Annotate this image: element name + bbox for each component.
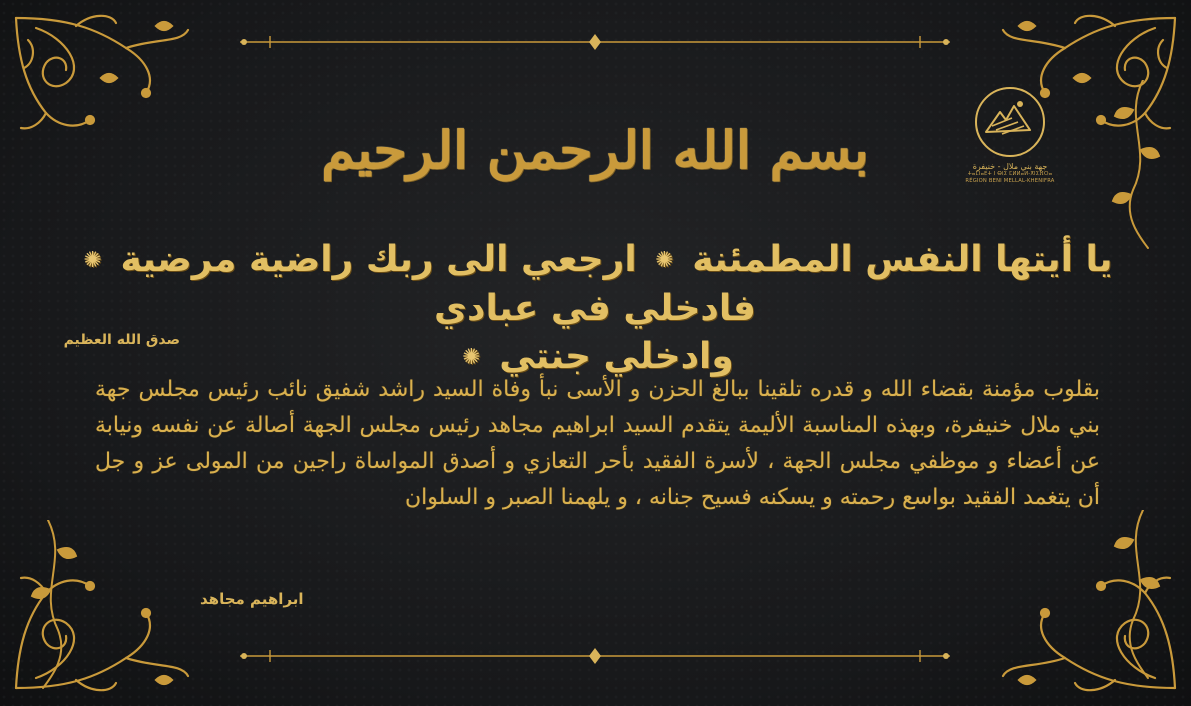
signature-name: ابراهيم مجاهد	[200, 590, 304, 608]
mountain-logo-icon	[972, 84, 1048, 160]
side-ornament-bottom-right	[1103, 510, 1163, 680]
verse-part-1: يا أيتها النفس المطمئنة	[692, 239, 1113, 280]
condolence-text: بقلوب مؤمنة بقضاء الله و قدره تلقينا ببالغ الحزن و الأسى نبأ وفاة السيد راشد شفيق نائب رئيس مجلس جهة بني ملال خنيفرة، وبهذه المناسبة الأليمة يتقدم السيد ابراهيم مجاهد رئيس مجلس الجهة أصالة عن نفسه ونيابة عن أعضاء و موظفي مجلس الجهة ، لأسرة الفقيد بأحر التعازي و أصدق المواساة راجين من المولى عز و جل أن يتغمد الفقيد بواسع رحمته و يسكنه فسيح جنانه ، و يلهمنا الصبر و السلوان	[95, 377, 1100, 510]
logo-arabic-name: جهة بني ملال - خنيفرة	[972, 162, 1048, 171]
side-ornament-bottom-left	[28, 520, 88, 690]
logo-tifinagh-name: ⵜⴰⵎⵏⴰⴹⵜ ⵏ ⴱⵏⵉ ⵎⵍⵍⴰⵍ-ⵅⵏⵉⴼⵔⴰ	[967, 171, 1053, 177]
verse-separator-icon: ✺	[83, 248, 102, 273]
region-logo	[964, 84, 1056, 214]
verse-separator-icon: ✺	[655, 248, 674, 273]
basmala-text: بسم الله الرحمن الرحيم	[321, 119, 869, 181]
quran-verse	[40, 236, 1150, 382]
verse-separator-icon: ✺	[462, 345, 481, 370]
verse-part-3: فادخلي في عبادي	[434, 288, 756, 329]
logo-latin-name: RÉGION BENI MELLAL-KHENIFRA	[965, 178, 1055, 184]
bottom-divider	[240, 648, 950, 664]
closing-phrase: صدق الله العظيم	[63, 332, 180, 348]
corner-ornament-top-left	[6, 8, 196, 138]
top-divider	[240, 34, 950, 50]
verse-part-4: وادخلي جنتي	[499, 336, 734, 377]
verse-part-2: ارجعي الى ربك راضية مرضية	[120, 239, 637, 280]
basmala-calligraphy	[321, 100, 869, 200]
side-ornament-top-right	[1103, 80, 1163, 250]
